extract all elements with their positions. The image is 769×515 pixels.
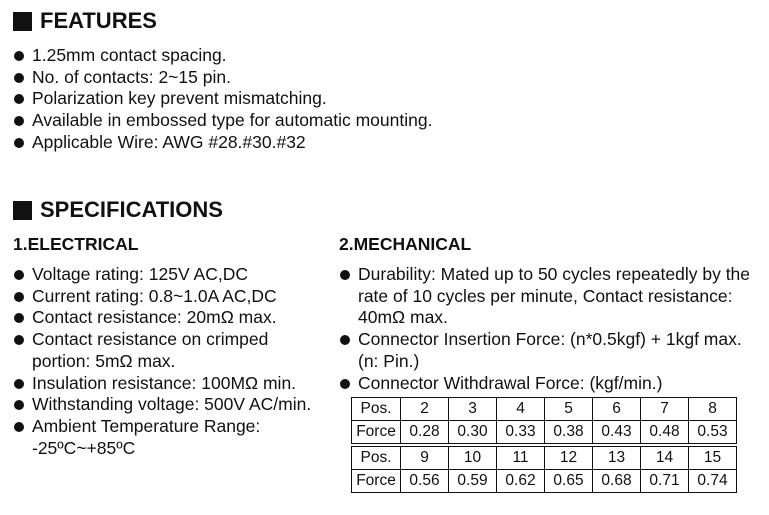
table-cell-pos: 11 (497, 447, 545, 470)
table-cell-pos: 8 (689, 398, 737, 421)
table-cell-force: 0.71 (641, 470, 689, 493)
table-cell-force: 0.59 (449, 470, 497, 493)
table-cell-pos: 7 (641, 398, 689, 421)
table-row-pos (352, 447, 737, 470)
table-cell-force: 0.28 (401, 421, 449, 444)
table-cell-force: 0.62 (497, 470, 545, 493)
electrical-item: Withstanding voltage: 500V AC/min. (13, 394, 323, 416)
specifications-heading (13, 197, 223, 223)
table-cell-force: 0.56 (401, 470, 449, 493)
table-cell-force: 0.33 (497, 421, 545, 444)
table-row-label: Force (352, 470, 401, 493)
electrical-item: Current rating: 0.8~1.0A AC,DC (13, 286, 323, 308)
electrical-list (13, 264, 323, 459)
table-cell-pos: 6 (593, 398, 641, 421)
table-row-label: Force (352, 421, 401, 444)
electrical-item: Insulation resistance: 100MΩ min. (13, 373, 323, 395)
features-list (13, 45, 533, 154)
table-row-label: Pos. (352, 398, 401, 421)
mechanical-title: 2.MECHANICAL (339, 234, 472, 254)
feature-item: No. of contacts: 2~15 pin. (13, 67, 533, 89)
table-cell-pos: 13 (593, 447, 641, 470)
table-cell-force: 0.48 (641, 421, 689, 444)
square-bullet-icon (13, 12, 32, 31)
feature-item: Applicable Wire: AWG #28.#30.#32 (13, 132, 533, 154)
table-cell-force: 0.38 (545, 421, 593, 444)
feature-item: Available in embossed type for automatic mounting. (13, 110, 533, 132)
mechanical-item: Connector Withdrawal Force: (kgf/min.) (339, 373, 759, 395)
table-row-force (352, 470, 737, 493)
table-cell-pos: 5 (545, 398, 593, 421)
table-row-force (352, 421, 737, 444)
electrical-item: Voltage rating: 125V AC,DC (13, 264, 323, 286)
table-cell-force: 0.74 (689, 470, 737, 493)
table-cell-pos: 4 (497, 398, 545, 421)
table-cell-force: 0.68 (593, 470, 641, 493)
mechanical-item: Connector Insertion Force: (n*0.5kgf) + 1kgf max. (n: Pin.) (339, 329, 759, 372)
table-cell-force: 0.53 (689, 421, 737, 444)
table-cell-pos: 3 (449, 398, 497, 421)
features-heading (13, 8, 157, 34)
table-cell-pos: 12 (545, 447, 593, 470)
features-heading-text: FEATURES (40, 8, 157, 33)
mechanical-list (339, 264, 759, 394)
table-cell-force: 0.65 (545, 470, 593, 493)
withdrawal-force-table (351, 397, 737, 493)
table-cell-pos: 9 (401, 447, 449, 470)
table-cell-force: 0.30 (449, 421, 497, 444)
table-cell-force: 0.43 (593, 421, 641, 444)
table-row-pos (352, 398, 737, 421)
table-row-label: Pos. (352, 447, 401, 470)
table-cell-pos: 2 (401, 398, 449, 421)
mechanical-item: Durability: Mated up to 50 cycles repeatedly by the rate of 10 cycles per minute, Contact resistance: 40mΩ max. (339, 264, 759, 329)
square-bullet-icon (13, 201, 32, 220)
electrical-item: Contact resistance: 20mΩ max. (13, 307, 323, 329)
table-cell-pos: 14 (641, 447, 689, 470)
table-cell-pos: 10 (449, 447, 497, 470)
specifications-heading-text: SPECIFICATIONS (40, 197, 223, 222)
feature-item: 1.25mm contact spacing. (13, 45, 533, 67)
electrical-title: 1.ELECTRICAL (13, 234, 139, 254)
electrical-item: Contact resistance on crimped portion: 5mΩ max. (13, 329, 323, 372)
feature-item: Polarization key prevent mismatching. (13, 88, 533, 110)
electrical-item: Ambient Temperature Range: -25ºC~+85ºC (13, 416, 323, 459)
table-cell-pos: 15 (689, 447, 737, 470)
